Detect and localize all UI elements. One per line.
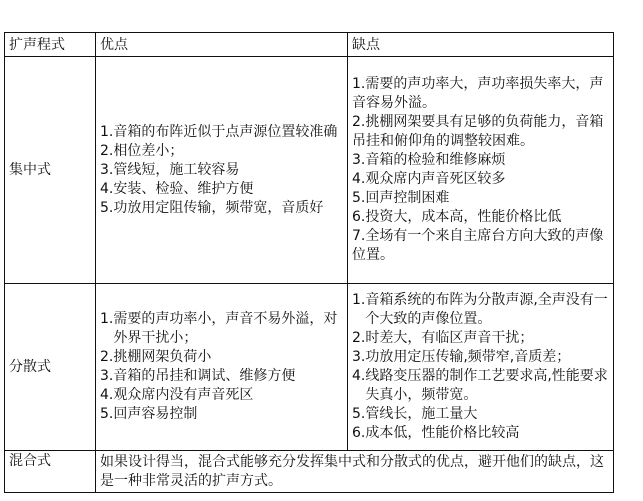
list-item: 3. 功放用定压传输,频带窄,音质差； (352, 349, 571, 365)
disadvantages-list-central (352, 75, 609, 265)
advantages-cell-distributed (96, 284, 348, 451)
list-item: 2. 时差大，有临区声音干扰； (352, 330, 534, 346)
list-item: 4.观众席内声音死区较多 (352, 171, 506, 187)
description-cell-mixed: 如果设计得当，混合式能够充分发挥集中式和分散式的优点，避开他们的缺点，这是一种非常灵活的扩声方式。 (96, 451, 614, 493)
list-item: 1. 需要的声功率小，声音不易外溢，对外界干扰小； (100, 311, 338, 346)
disadvantages-cell-central (348, 57, 614, 284)
list-item: 1. 音箱的布阵近似于点声源位置较准确 (100, 123, 338, 140)
list-item: 5.回声控制困难 (352, 190, 450, 206)
list-item: 6.投资大，成本高，性能价格比低 (352, 209, 562, 225)
header-disadvantages: 缺点 (348, 33, 614, 57)
list-item: 2. 挑棚网架负荷小 (100, 349, 212, 365)
disadvantages-list-distributed (352, 291, 609, 443)
list-item: 2.挑棚网架要具有足够的负荷能力，音箱吊挂和俯仰角的调整较困难。 (352, 114, 604, 149)
list-item: 7.全场有一个来自主席台方向大致的声像位置。 (352, 228, 604, 263)
table-row-mixed (5, 451, 614, 493)
type-cell-mixed: 混合式 (5, 451, 96, 493)
list-item: 6. 成本低，性能价格比较高 (352, 425, 520, 441)
list-item: 1.需要的声功率大，声功率损失率大，声音容易外溢。 (352, 76, 604, 111)
list-item: 2. 相位差小； (100, 142, 184, 159)
table-row-central (5, 57, 614, 284)
sound-reinforcement-comparison-table (4, 32, 614, 493)
list-item: 3. 音箱的吊挂和调试、维修方便 (100, 368, 296, 384)
disadvantages-cell-distributed (348, 284, 614, 451)
table-row-distributed (5, 284, 614, 451)
advantages-list-distributed (100, 310, 343, 424)
list-item: 5. 功放用定阻传输，频带宽，音质好 (100, 199, 324, 216)
list-item: 3.音箱的检验和维修麻烦 (352, 152, 506, 168)
advantages-cell-central (96, 57, 348, 284)
type-cell-central: 集中式 (5, 57, 96, 284)
list-item: 3. 管线短，施工较容易 (100, 161, 240, 178)
header-advantages: 优点 (96, 33, 348, 57)
list-item: 1. 音箱系统的布阵为分散声源,全声没有一个大致的声像位置。 (352, 292, 608, 327)
advantages-list-central (100, 123, 343, 218)
table-header-row (5, 33, 614, 57)
list-item: 4. 观众席内没有声音死区 (100, 387, 254, 403)
list-item: 5. 回声容易控制 (100, 406, 198, 422)
type-cell-distributed: 分散式 (5, 284, 96, 451)
list-item: 4. 安装、检验、维护方便 (100, 180, 254, 197)
list-item: 4. 线路变压器的制作工艺要求高,性能要求失真小，频带宽。 (352, 368, 608, 403)
list-item: 5. 管线长，施工量大 (352, 406, 478, 422)
header-type: 扩声程式 (5, 33, 96, 57)
